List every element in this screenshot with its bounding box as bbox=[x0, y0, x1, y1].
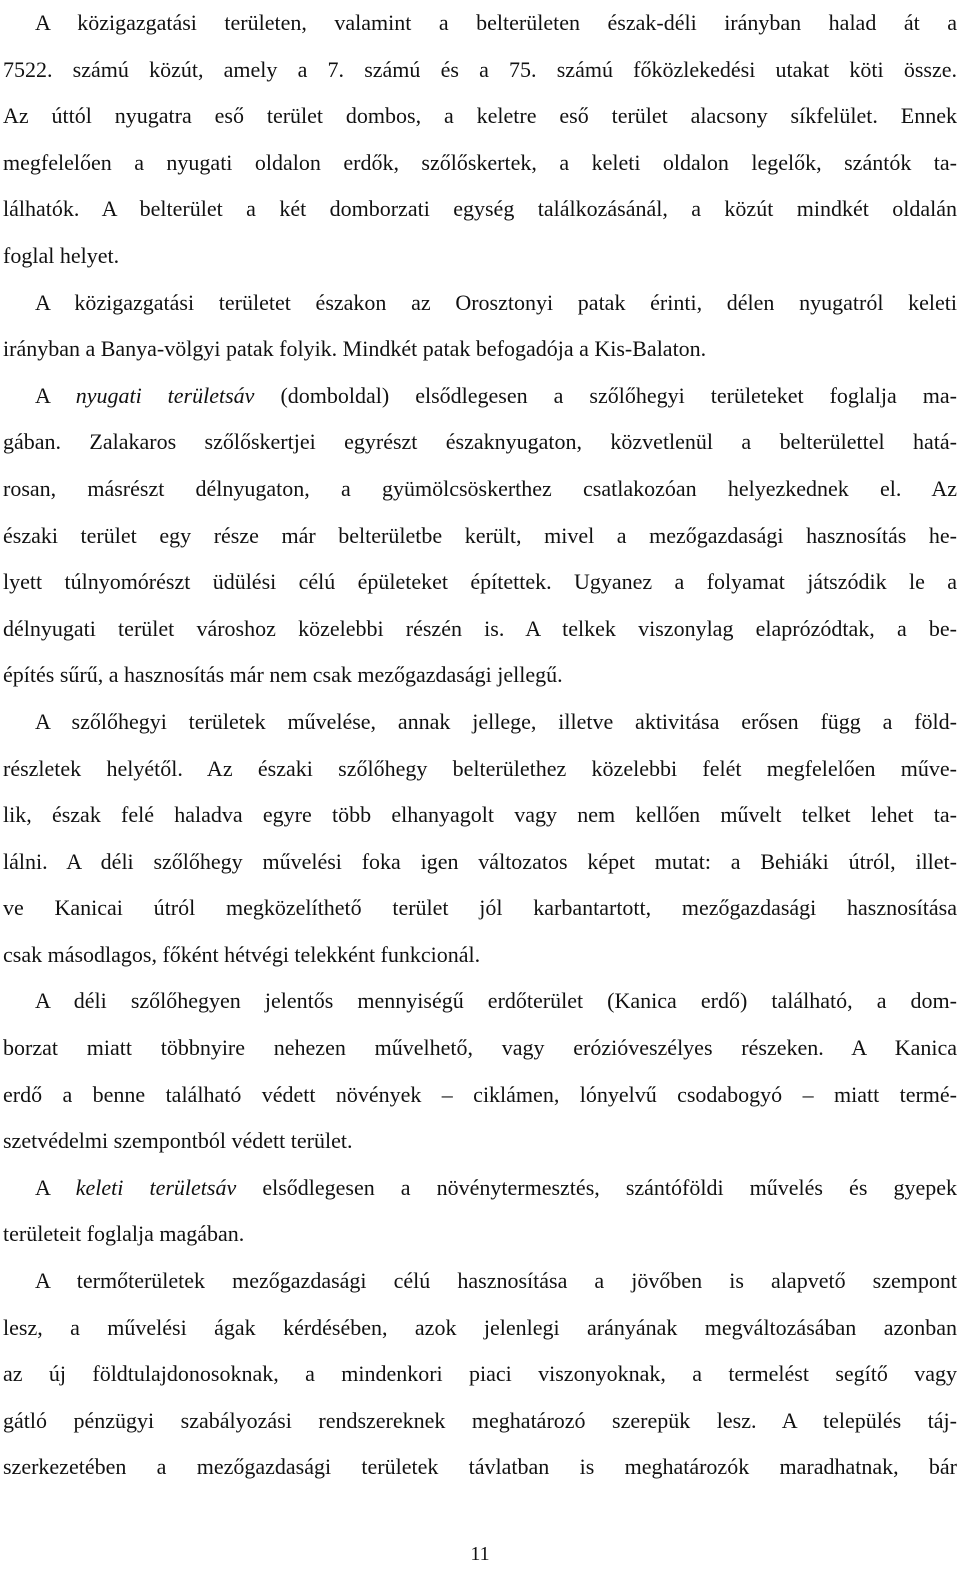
text-line: rosan, másrészt délnyugaton, a gyümölcsöskerthez csatlakozóan helyezkednek el. Az bbox=[3, 475, 957, 501]
text-span: A bbox=[35, 1174, 76, 1200]
italic-term: nyugati területsáv bbox=[75, 382, 255, 408]
text-line: csak másodlagos, főként hétvégi telekként funkcionál. bbox=[3, 941, 481, 967]
text-line: ve Kanicai útról megközelíthető terület jól karbantartott, mezőgazdasági hasznosítása bbox=[3, 895, 957, 921]
text-line: részletek helyétől. Az északi szőlőhegy belterülethez közelebbi felét megfelelően műve- bbox=[3, 755, 957, 781]
text-line: megfelelően a nyugati oldalon erdők, szőlőskertek, a keleti oldalon legelők, szántók ta- bbox=[3, 149, 957, 175]
text-line: lyett túlnyomórészt üdülési célú épületeket építettek. Ugyanez a folyamat játszódik le a bbox=[3, 569, 957, 595]
text-line: délnyugati terület városhoz közelebbi részén is. A telkek viszonylag elaprózódtak, a be- bbox=[3, 615, 957, 641]
text-line: szetvédelmi szempontból védett terület. bbox=[3, 1128, 353, 1154]
text-span: (domboldal) elsődlegesen a szőlőhegyi területeket foglalja ma- bbox=[254, 382, 957, 408]
text-line: A közigazgatási területet északon az Orosztonyi patak érinti, délen nyugatról keleti bbox=[35, 289, 957, 315]
text-line: gátló pénzügyi szabályozási rendszereknek meghatározó szerepük lesz. A település táj- bbox=[3, 1407, 957, 1433]
text-line: az új földtulajdonosoknak, a mindenkori piaci viszonyoknak, a termelést segítő vagy bbox=[3, 1361, 957, 1387]
text-line: A termőterületek mezőgazdasági célú hasznosítása a jövőben is alapvető szempont bbox=[35, 1268, 957, 1294]
italic-term: keleti területsáv bbox=[75, 1174, 237, 1200]
text-line: szerkezetében a mezőgazdasági területek távlatban is meghatározók maradhatnak, bár bbox=[3, 1454, 957, 1480]
text-line: A szőlőhegyi területek művelése, annak jellege, illetve aktivitása erősen függ a föld- bbox=[35, 708, 957, 734]
text-line: A közigazgatási területen, valamint a belterületen észak-déli irányban halad át a bbox=[35, 10, 957, 35]
text-line: északi terület egy része már belterületbe került, mivel a mezőgazdasági hasznosítás he- bbox=[3, 522, 957, 548]
text-line: lálni. A déli szőlőhegy művelési foka igen változatos képet mutat: a Behiáki útról, illet- bbox=[3, 848, 957, 874]
text-line: 7522. számú közút, amely a 7. számú és a 75. számú főközlekedési utakat köti össze. bbox=[3, 56, 957, 82]
text-line: A déli szőlőhegyen jelentős mennyiségű erdőterület (Kanica erdő) található, a dom- bbox=[35, 988, 957, 1014]
text-line: területeit foglalja magában. bbox=[3, 1221, 245, 1247]
text-line: gában. Zalakaros szőlőskertjei egyrészt északnyugaton, közvetlenül a belterülettel hatá- bbox=[3, 429, 957, 455]
text-line bbox=[3, 1165, 957, 1212]
text-line: irányban a Banya-völgyi patak folyik. Mindkét patak befogadója a Kis-Balaton. bbox=[3, 336, 707, 362]
page-number: 11 bbox=[470, 1543, 490, 1565]
text-line: erdő a benne található védett növények – ciklámen, lónyelvű csodabogyó – miatt termé- bbox=[3, 1081, 957, 1107]
text-line bbox=[3, 373, 957, 420]
text-line: lálhatók. A belterület a két domborzati egység találkozásánál, a közút mindkét oldalán bbox=[3, 196, 957, 222]
text-span: elsődlegesen a növénytermesztés, szántóföldi művelés és gyepek bbox=[236, 1174, 957, 1200]
body-text bbox=[3, 0, 957, 1491]
text-line: lesz, a művelési ágak kérdésében, azok jelenlegi arányának megváltozásában azonban bbox=[3, 1314, 957, 1340]
text-line: Az úttól nyugatra eső terület dombos, a keletre eső terület alacsony síkfelület. Ennek bbox=[3, 103, 957, 129]
text-line: foglal helyet. bbox=[3, 242, 120, 268]
text-line: építés sűrű, a hasznosítás már nem csak mezőgazdasági jellegű. bbox=[3, 662, 563, 688]
text-line: lik, észak felé haladva egyre több elhanyagolt vagy nem kellően művelt telket lehet ta- bbox=[3, 802, 957, 828]
text-line: borzat miatt többnyire nehezen művelhető, vagy erózióveszélyes részeken. A Kanica bbox=[3, 1035, 957, 1061]
text-span: A bbox=[35, 382, 76, 408]
